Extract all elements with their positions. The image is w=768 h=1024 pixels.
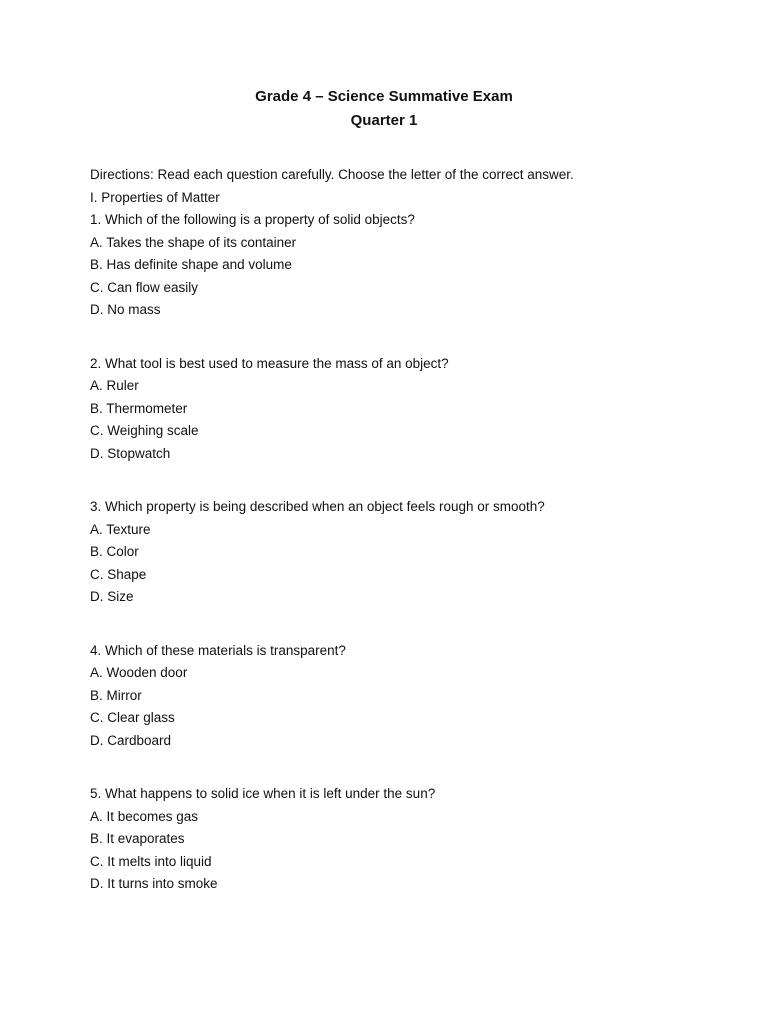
question-3	[90, 496, 730, 609]
exam-subtitle: Quarter 1	[350, 112, 418, 129]
answer-option-d: D. Cardboard	[90, 732, 172, 748]
exam-title: Grade 4 – Science Summative Exam	[255, 88, 513, 105]
answer-option-b: B. It evaporates	[90, 831, 185, 846]
question-text: 1. Which of the following is a property of solid objects?	[90, 212, 415, 227]
question-5	[90, 783, 730, 896]
answer-option-a: A. Wooden door	[90, 665, 188, 680]
answer-option-a: A. It becomes gas	[90, 808, 199, 824]
answer-option-c: C. Can flow easily	[90, 279, 199, 295]
answer-option-b: B. Color	[90, 544, 139, 559]
question-text: 4. Which of these materials is transparent?	[90, 642, 346, 658]
answer-option-d: D. Size	[90, 589, 134, 604]
answer-option-b: B. Mirror	[90, 687, 142, 703]
title-block	[0, 85, 768, 133]
answer-option-c: C. Clear glass	[90, 710, 175, 725]
question-text: 3. Which property is being described when an object feels rough or smooth?	[90, 499, 545, 514]
answer-option-c: C. Shape	[90, 566, 147, 582]
answer-option-a: A. Texture	[90, 521, 151, 537]
question-1	[90, 209, 730, 322]
answer-option-a: A. Ruler	[90, 378, 139, 393]
question-text: 2. What tool is best used to measure the mass of an object?	[90, 355, 449, 371]
answer-option-d: D. It turns into smoke	[90, 876, 218, 891]
directions-text: Directions: Read each question carefully. Choose the letter of the correct answer.	[90, 167, 574, 182]
question-4	[90, 640, 730, 753]
answer-option-d: D. Stopwatch	[90, 445, 171, 461]
answer-option-b: B. Has definite shape and volume	[90, 257, 292, 272]
answer-option-d: D. No mass	[90, 302, 161, 317]
exam-body	[90, 164, 730, 896]
answer-option-b: B. Thermometer	[90, 400, 188, 416]
question-text: 5. What happens to solid ice when it is left under the sun?	[90, 786, 436, 801]
answer-option-c: C. It melts into liquid	[90, 853, 212, 869]
answer-option-c: C. Weighing scale	[90, 423, 199, 438]
question-2	[90, 353, 730, 466]
answer-option-a: A. Takes the shape of its container	[90, 234, 297, 250]
section-heading: I. Properties of Matter	[90, 189, 220, 205]
